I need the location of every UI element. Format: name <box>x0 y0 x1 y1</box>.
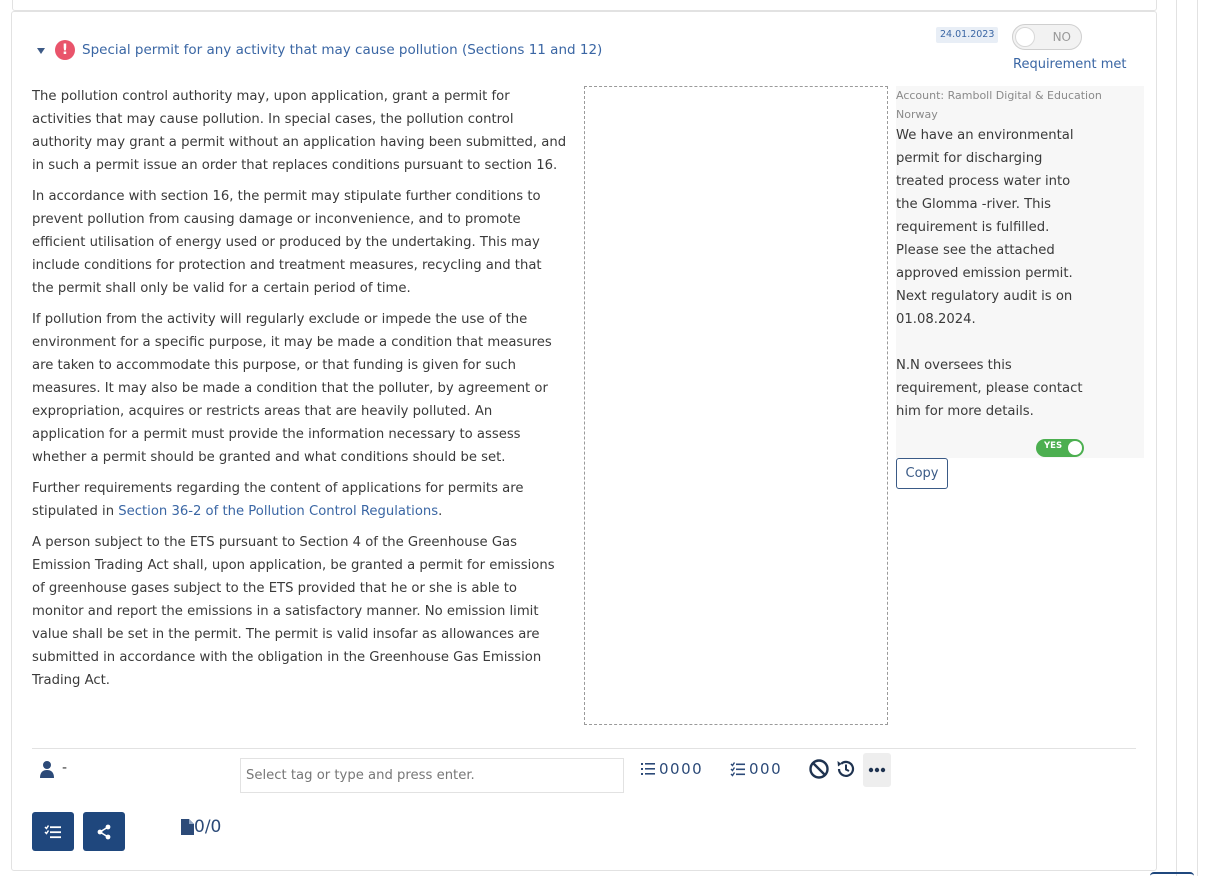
ordered-list-icon <box>640 761 656 777</box>
file-counter[interactable] <box>181 817 221 837</box>
copy-button[interactable]: Copy <box>896 458 948 489</box>
paragraph: The pollution control authority may, upon application, grant a permit for activities that may cause pollution. In special cases, the pollution control authority may grant a permit without an application having been submitted, and in such a permit issue an order that replaces conditions pursuant to section 16. <box>32 89 567 173</box>
requirement-title[interactable]: Special permit for any activity that may cause pollution (Sections 11 and 12) <box>82 42 603 58</box>
comment-yes-toggle[interactable] <box>1036 439 1084 457</box>
share-icon <box>96 824 112 840</box>
paragraph-text: Further requirements regarding the content of applications for permits are stipulated in <box>32 481 524 519</box>
comment-text[interactable]: We have an environmental permit for discharging treated process water into the Glomma -river. This requirement is fulfilled. Please see the attached approved emission permit. Next regulatory audit is on 01.08.2024. N.N oversees this requirement, please contact him for more details. <box>896 128 1083 419</box>
file-icon <box>181 819 194 835</box>
next-element-edge <box>1150 872 1194 876</box>
date-badge: 24.01.2023 <box>936 27 998 43</box>
scrollbar-rail-outer <box>1197 0 1198 876</box>
toggle-label: NO <box>1052 30 1071 44</box>
paragraph-text: . <box>438 504 443 519</box>
scrollbar-rail <box>1176 0 1177 876</box>
user-icon <box>38 760 56 778</box>
assignee-value[interactable]: - <box>62 760 68 776</box>
comment-panel <box>896 86 1144 458</box>
checklist-counter[interactable] <box>730 760 782 778</box>
toggle-knob <box>1015 27 1035 47</box>
requirement-met-toggle[interactable] <box>1012 24 1082 50</box>
regulation-link[interactable]: Section 36-2 of the Pollution Control Regulations <box>118 504 439 519</box>
previous-card-edge <box>12 0 1157 11</box>
paragraph: A person subject to the ETS pursuant to Section 4 of the Greenhouse Gas Emission Trading Act shall, upon application, be granted a permit for emissions of greenhouse gases subject to the ETS provided that he or she is able to monitor and report the emissions in a satisfactory manner. No emission limit value shall be set in the permit. The permit is valid insofar as allowances are submitted in accordance with the obligation in the Greenhouse Gas Emission Trading Act. <box>32 535 555 688</box>
paragraph: If pollution from the activity will regularly exclude or impede the use of the environment for a specific purpose, it may be made a condition that measures are taken to accommodate this purpose, or that funding is given for such measures. It may also be made a condition that the polluter, by agreement or expropriation, acquires or restricts areas that are heavily polluted. An application for a permit must provide the information necessary to assess whether a permit should be granted and what conditions should be set. <box>32 312 552 465</box>
toggle-label: YES <box>1044 441 1063 451</box>
paragraph <box>32 477 567 523</box>
requirement-met-label: Requirement met <box>1013 57 1127 72</box>
file-count: 0/0 <box>194 817 222 837</box>
checklist-icon <box>730 761 746 777</box>
requirement-description <box>32 85 567 700</box>
block-icon[interactable] <box>807 757 831 781</box>
checklist-count: 000 <box>749 760 783 778</box>
attachment-dropzone[interactable] <box>584 86 888 725</box>
comment-account: Account: Ramboll Digital & Education Norway <box>896 89 1102 121</box>
share-button[interactable] <box>83 812 125 851</box>
ellipsis-icon <box>868 767 886 773</box>
tag-input[interactable] <box>240 758 624 793</box>
tasks-button[interactable] <box>32 812 74 851</box>
footer-divider <box>32 748 1136 749</box>
list-count: 0000 <box>659 760 704 778</box>
requirement-header[interactable] <box>37 38 602 62</box>
paragraph: In accordance with section 16, the permit may stipulate further conditions to prevent pollution from causing damage or inconvenience, and to promote efficient utilisation of energy used or produced by the undertaking. This may include conditions for protection and treatment measures, recycling and that the permit shall only be valid for a certain period of time. <box>32 189 542 296</box>
more-options-button[interactable] <box>863 753 891 787</box>
task-list-icon <box>44 824 62 840</box>
history-icon[interactable] <box>834 757 858 781</box>
list-counter[interactable] <box>640 760 703 778</box>
caret-down-icon[interactable] <box>37 48 45 54</box>
toggle-knob <box>1068 441 1082 455</box>
exclamation-alert-icon: ! <box>55 40 75 60</box>
